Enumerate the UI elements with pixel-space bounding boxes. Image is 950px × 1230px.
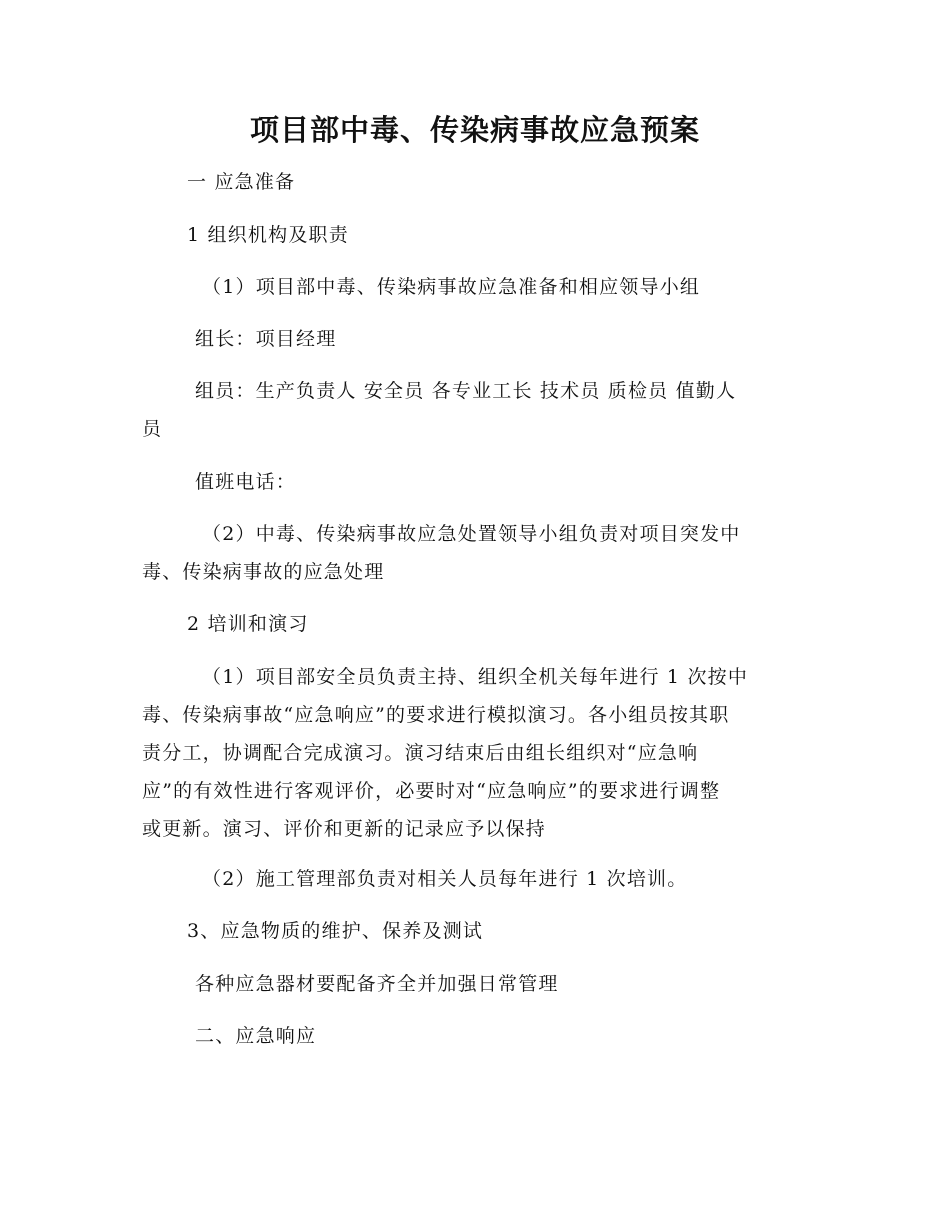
drill-line-2: 毒、传染病事故“应急响应”的要求进行模拟演习。各小组员按其职 xyxy=(142,704,730,726)
paragraph-materials: 各种应急器材要配备齐全并加强日常管理 xyxy=(195,973,559,995)
paragraph-group-members xyxy=(142,372,802,448)
subsection-heading-training: 2 培训和演习 xyxy=(187,613,309,635)
paragraph-group-leader: 组长：项目经理 xyxy=(195,328,337,350)
drill-line-1: （1）项目部安全员负责主持、组织全机关每年进行 1 次按中 xyxy=(202,666,749,688)
subsection-heading-materials: 3、应急物质的维护、保养及测试 xyxy=(187,920,484,942)
section-heading-emergency-response: 二、应急响应 xyxy=(195,1025,317,1047)
paragraph-training: （2）施工管理部负责对相关人员每年进行 1 次培训。 xyxy=(202,868,688,890)
handling-line-1: （2）中毒、传染病事故应急处置领导小组负责对项目突发中 xyxy=(202,523,741,545)
subsection-heading-organization: 1 组织机构及职责 xyxy=(187,224,349,246)
drill-line-5: 或更新。演习、评价和更新的记录应予以保持 xyxy=(142,818,547,840)
section-heading-emergency-preparation: 一 应急准备 xyxy=(187,171,296,193)
paragraph-leading-group: （1）项目部中毒、传染病事故应急准备和相应领导小组 xyxy=(202,276,701,298)
document-title: 项目部中毒、传染病事故应急预案 xyxy=(249,113,700,147)
drill-line-3: 责分工，协调配合完成演习。演习结束后由组长组织对“应急响 xyxy=(142,742,699,764)
paragraph-duty-phone: 值班电话： xyxy=(195,471,297,493)
paragraph-drill xyxy=(142,658,802,848)
handling-line-2: 毒、传染病事故的应急处理 xyxy=(142,561,385,583)
paragraph-emergency-handling xyxy=(142,515,802,591)
members-line-1: 组员：生产负责人 安全员 各专业工长 技术员 质检员 值勤人 xyxy=(195,380,737,402)
drill-line-4: 应”的有效性进行客观评价，必要时对“应急响应”的要求进行调整 xyxy=(142,780,721,802)
members-line-2: 员 xyxy=(142,418,163,440)
